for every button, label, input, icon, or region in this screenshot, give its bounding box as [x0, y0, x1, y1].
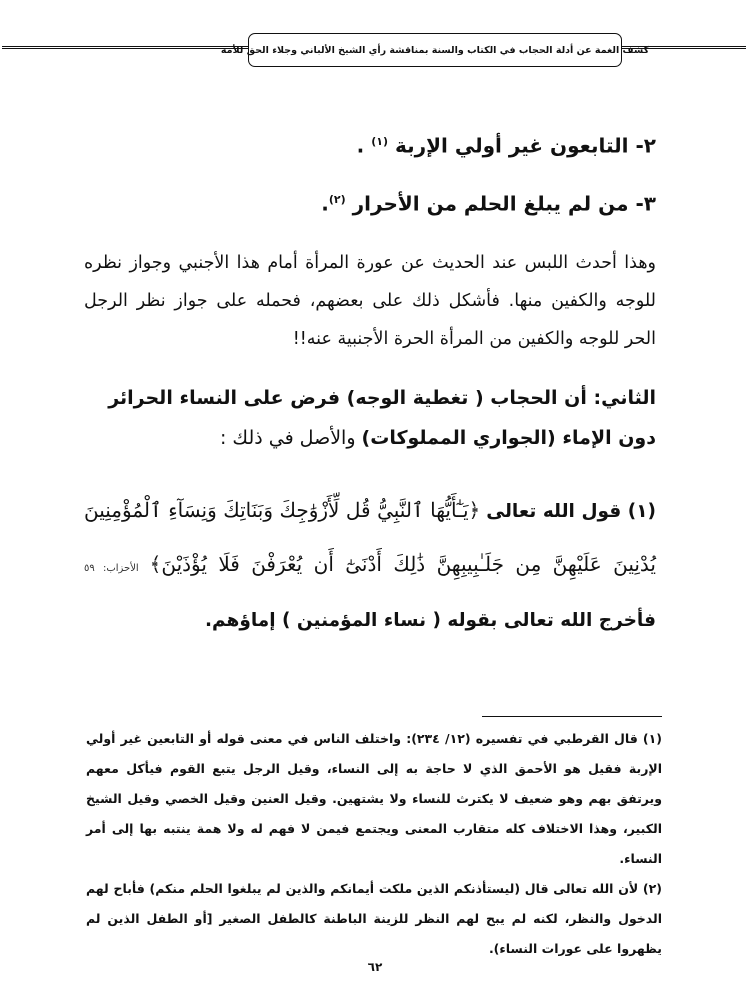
footnote-ref-1[interactable]: (١) [371, 135, 388, 148]
quran-citation [84, 484, 656, 647]
item-2-text: ٢- التابعون غير أولي الإربة [394, 133, 656, 158]
footnote-divider [482, 716, 662, 717]
verse-reference: الأحزاب: ٥٩ [84, 563, 139, 574]
body-paragraph: وهذا أحدث اللبس عند الحديث عن عورة المرأة أمام هذا الأجنبي وجواز نظره للوجه والكفين منها. فأشكل ذلك على بعضهم، فحمله على جواز نظر الرجل الحر للوجه والكفين من المرأة الحرة الأجنبية عنه!! [84, 253, 656, 349]
verse-open-bracket: ﴿ [468, 498, 481, 522]
second-point-heading: الثاني: أن الحجاب ( تغطية الوجه) فرض على النساء الحرائر دون الإماء (الجواري المملوكات) [108, 387, 656, 449]
quran-verse: يَـٰٓأَيُّهَا ٱلنَّبِيُّ قُل لِّأَزْوَٰجِكَ وَبَنَاتِكَ وَنِسَآءِ ٱلْمُؤْمِنِينَ يُدْنِينَ عَلَيْهِنَّ مِن جَلَـٰبِيبِهِنَّ ذَٰلِكَ أَدْنَىٰٓ أَن يُعْرَفْنَ فَلَا يُؤْذَيْنَ [84, 498, 656, 576]
item-3-end: . [321, 191, 329, 216]
list-item-3 [84, 186, 656, 218]
verse-intro: (١) قول الله تعالى [486, 501, 656, 522]
item-2-end: . [356, 133, 372, 158]
footnotes [86, 724, 662, 964]
verse-commentary: فأخرج الله تعالى بقوله ( نساء المؤمنين ) إماؤهم. [204, 610, 656, 631]
footnote-2: (٢) لأن الله تعالى قال (ليستأذنكم الذين ملكت أيمانكم والذين لم يبلغوا الحلم منكم) فأباح لهم الدخول والنظر، لكنه لم يبح لهم النظر للزينة الباطنة كالطفل الصغير [أو الطفل الذين لم يظهروا على عورات النساء). [86, 881, 662, 956]
footnote-1: (١) قال القرطبي في تفسيره (١٢/ ٢٣٤): واختلف الناس في معنى قوله أو التابعين غير أولي الإربة فقيل هو الأحمق الذي لا حاجة به إلى النساء، وقيل الرجل يتبع القوم فيأكل معهم ويرتفق بهم وهو ضعيف لا يكترث للنساء ولا يشتهين. وقيل العنين وقيل الخصي وقيل الشيخ الكبير، وهذا الاختلاف كله متقارب المعنى ويجتمع فيمن لا فهم له ولا همة ينتبه بها إلى أمر النساء. [86, 731, 663, 866]
list-item-2 [84, 128, 656, 160]
item-3-text: ٣- من لم يبلغ الحلم من الأحرار [352, 191, 656, 216]
page-number: ٦٢ [367, 960, 383, 974]
second-point [84, 378, 656, 458]
verse-close-bracket: ﴾ [149, 552, 162, 576]
running-header [220, 33, 650, 67]
second-point-tail: والأصل في ذلك : [219, 427, 362, 449]
book-title: كشف الغمة عن أدلة الحجاب في الكتاب والسنة بمناقشة رأي الشيخ الألباني وجلاء الحق للأمة [220, 44, 650, 56]
footnote-ref-2[interactable]: (٢) [328, 193, 346, 206]
